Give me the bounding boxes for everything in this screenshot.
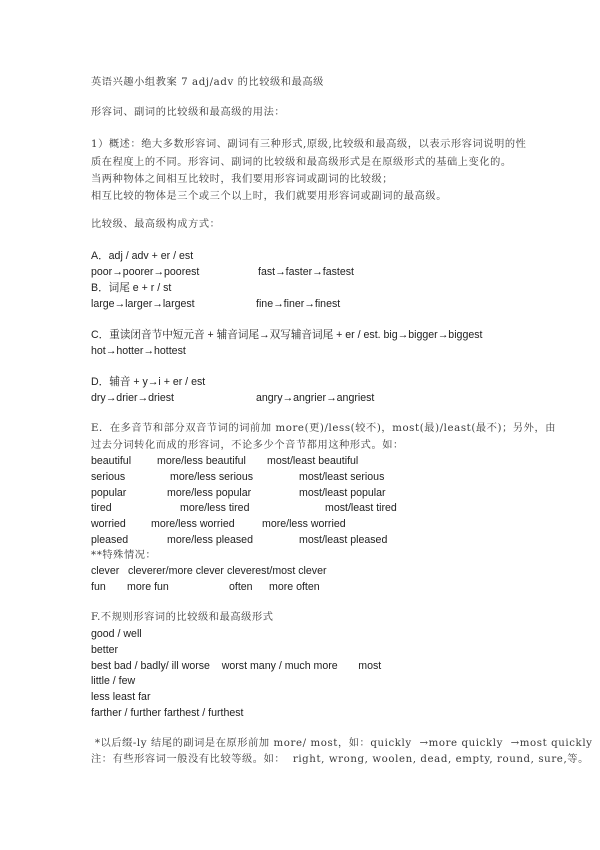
superlative-form: most/least serious: [299, 471, 385, 483]
special-cell: more often: [269, 581, 320, 593]
rule-d-example-1: dry→drier→driest: [91, 392, 175, 404]
comparative-form: more/less tired: [180, 502, 250, 514]
comparative-form: more/less pleased: [167, 534, 253, 546]
rule-a-example-2: fast→faster→fastest: [258, 266, 354, 278]
overview-line: 质在程度上的不同。形容词、副词的比较级和最高级形式是在原级形式的基础上变化的。: [91, 157, 512, 168]
table-row: [91, 533, 511, 547]
special-cell: fun: [91, 581, 106, 593]
rule-b-examples: [91, 297, 511, 311]
rule-a-label: A．adj / adv + er / est: [91, 250, 194, 262]
comparative-form: more/less serious: [170, 471, 254, 483]
table-row: [91, 486, 511, 500]
rule-f-line: better: [91, 644, 119, 656]
rule-e-line-2: 过去分词转化而成的形容词，不论多少个音节都用这种形式。如：: [91, 440, 404, 451]
base-form: popular: [91, 487, 127, 499]
overview-line: 相互比较的物体是三个或三个以上时，我们就要用形容词或副词的最高级。: [91, 191, 447, 202]
special-cases-heading: **特殊情况：: [91, 550, 157, 561]
special-row: [91, 580, 511, 594]
table-row: [91, 470, 511, 484]
special-cell: more fun: [127, 581, 169, 593]
special-cell: cleverer/more clever: [128, 565, 224, 577]
rule-e-line-1: E．在多音节和部分双音节词的词前加 more(更)/less(较不)，most(最)/least(最不)；另外，由: [91, 423, 557, 434]
rule-d-examples: [91, 391, 511, 405]
comparative-form: more/less beautiful: [157, 455, 246, 467]
table-row: [91, 454, 511, 468]
rule-f-line: good / well: [91, 628, 142, 640]
rule-a-example-1: poor→poorer→poorest: [91, 266, 200, 278]
rule-c-label: C．重读闭音节中短元音 + 辅音词尾→双写辅音词尾 + er / est. big→bigger→biggest: [91, 329, 483, 341]
document-title: 英语兴趣小组教案 7 adj/adv 的比较级和最高级: [91, 77, 324, 88]
rule-b-label: B．词尾 e + r / st: [91, 282, 172, 294]
base-form: serious: [91, 471, 126, 483]
rule-f-line: best bad / badly/ ill worse worst many / much more most: [91, 660, 382, 672]
no-comparison-note: 注：有些形容词一般没有比较等级。如： right, wrong, woolen, dead, empty, round, sure,等。: [91, 754, 589, 765]
superlative-form: most/least tired: [325, 502, 397, 514]
ly-adverb-note: *以后缀-ly 结尾的副词是在原形前加 more/ most，如：quickly →more quickly →most quickly: [91, 738, 593, 749]
overview-line: 1）概述：绝大多数形容词、副词有三种形式,原级,比较级和最高级，以表示形容词说明的性: [91, 139, 527, 150]
rule-f-line: little / few: [91, 675, 136, 687]
special-cell: clever: [91, 565, 120, 577]
rule-d-label: D．辅音 + y→i + er / est: [91, 376, 206, 388]
special-cell: often: [229, 581, 253, 593]
superlative-form: most/least beautiful: [267, 455, 359, 467]
comparative-form: more/less worried: [151, 518, 235, 530]
overview-line: 当两种物体之间相互比较时，我们要用形容词或副词的比较级；: [91, 174, 394, 185]
section-heading: 形容词、副词的比较级和最高级的用法：: [91, 107, 286, 118]
base-form: beautiful: [91, 455, 132, 467]
superlative-form: more/less worried: [262, 518, 346, 530]
rule-f-heading: F.不规则形容词的比较级和最高级形式: [91, 612, 274, 623]
superlative-form: most/least pleased: [299, 534, 388, 546]
rule-f-line: farther / further farthest / furthest: [91, 707, 244, 719]
special-cell: cleverest/most clever: [227, 565, 327, 577]
table-row: [91, 517, 511, 531]
base-form: tired: [91, 502, 112, 514]
rule-c-example-1: hot→hotter→hottest: [91, 345, 186, 357]
table-row: [91, 501, 511, 515]
base-form: pleased: [91, 534, 129, 546]
rule-a-examples: [91, 265, 511, 279]
base-form: worried: [91, 518, 126, 530]
rule-d-example-2: angry→angrier→angriest: [256, 392, 375, 404]
rule-f-line: less least far: [91, 691, 151, 703]
comparative-form: more/less popular: [167, 487, 252, 499]
rule-b-example-2: fine→finer→finest: [256, 298, 341, 310]
superlative-form: most/least popular: [299, 487, 386, 499]
rule-b-example-1: large→larger→largest: [91, 298, 195, 310]
special-row: [91, 564, 511, 578]
formation-heading: 比较级、最高级构成方式：: [91, 219, 221, 230]
